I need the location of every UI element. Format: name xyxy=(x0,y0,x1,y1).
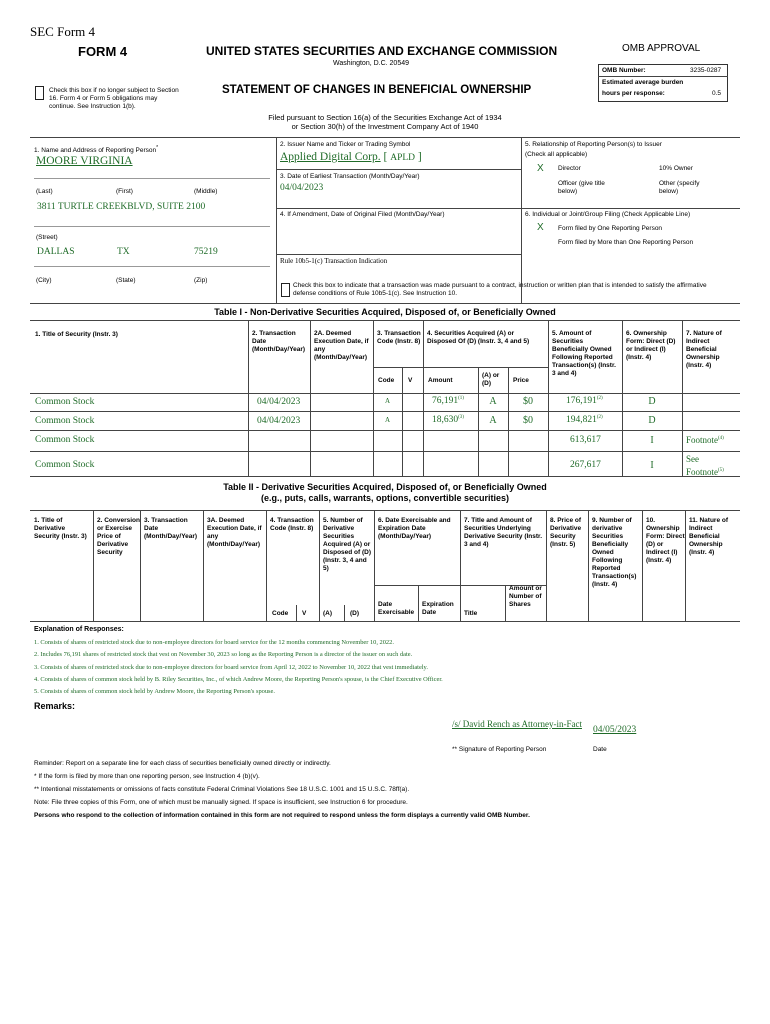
commission-city: Washington, D.C. 20549 xyxy=(333,60,410,67)
t1-r2-price: $0 xyxy=(523,415,533,426)
t1-r4-form: I xyxy=(650,460,654,471)
t1-v-header: V xyxy=(408,377,413,384)
signature-label: ** Signature of Reporting Person xyxy=(452,746,547,753)
issuer-name-line: Applied Digital Corp. [ APLD ] xyxy=(280,151,422,163)
city-label: (City) xyxy=(36,277,52,284)
last-name-label: (Last) xyxy=(36,188,53,195)
t1-r1-ad: A xyxy=(489,396,497,407)
omb-burden-label: Estimated average burden xyxy=(602,79,684,86)
t2-d-header: (D) xyxy=(350,610,360,617)
rule-10b5-text: Check this box to indicate that a transaction was made pursuant to a contract, instruction or written plan that is intended to satisfy the affirmative defense conditions of Rule 10b5-1(c). See Instruction 10. xyxy=(293,282,707,297)
amendment-date-label: 4. If Amendment, Date of Original Filed (Month/Day/Year) xyxy=(280,211,445,218)
t2-h7: 7. Title and Amount of Securities Underlying Derivative Security (Instr. 3 and 4) xyxy=(464,517,543,548)
street-label: (Street) xyxy=(36,234,58,241)
t1-r3-title: Common Stock xyxy=(35,435,95,445)
t2-h3a: 3A. Deemed Execution Date, if any (Month/Day/Year) xyxy=(207,517,262,548)
t1-h2a: 2A. Deemed Execution Date, if any (Month/Day/Year) xyxy=(314,330,369,361)
relationship-label: 5. Relationship of Reporting Person(s) to Issuer xyxy=(525,141,662,148)
t2-h8: 8. Price of Derivative Security (Instr. 5) xyxy=(550,517,582,548)
t2-h3: 3. Transaction Date (Month/Day/Year) xyxy=(144,517,198,540)
middle-name-label: (Middle) xyxy=(194,188,218,195)
footnote-3: 3. Consists of shares of restricted stock due to non-employee directors for board service from April 12, 2022 to November 10, 2022 that vest immediately. xyxy=(34,664,428,671)
t1-r2-form: D xyxy=(648,415,656,426)
earliest-transaction-label: 3. Date of Earliest Transaction (Month/Day/Year) xyxy=(280,173,420,180)
omb-number-label: OMB Number: xyxy=(602,67,646,74)
signature xyxy=(452,719,582,730)
signature-link[interactable]: /s/ David Rench as Attorney-in-Fact xyxy=(452,719,582,729)
footnote-5: 5. Consists of shares of common stock held by Andrew Moore, the Reporting Person's spouse. xyxy=(34,688,275,695)
first-name-label: (First) xyxy=(116,188,133,195)
t2-h5: 5. Number of Derivative Securities Acquired (A) or Disposed of (D) (Instr. 3, 4 and 5) xyxy=(323,517,372,572)
signature-date xyxy=(593,725,636,735)
state-value: TX xyxy=(117,247,130,257)
reporting-person-label: 1. Name and Address of Reporting Person* xyxy=(34,145,159,155)
other-label: Other (specify below) xyxy=(659,180,700,195)
t2-h10: 10. Ownership Form: Direct (D) or Indirect (I) (Instr. 4) xyxy=(646,517,685,564)
no-longer-subject-checkbox[interactable] xyxy=(35,86,44,100)
earliest-transaction-date: 04/04/2023 xyxy=(280,183,324,193)
t1-r2-title: Common Stock xyxy=(35,416,95,426)
t1-h5: 5. Amount of Securities Beneficially Owned Following Reported Transaction(s) (Instr. 3 and 4) xyxy=(552,330,616,377)
omb-hours-value: 0.5 xyxy=(712,90,722,97)
t2-h2: 2. Conversion or Exercise Price of Derivative Security xyxy=(97,517,140,556)
t1-h2: 2. Transaction Date (Month/Day/Year) xyxy=(252,330,306,353)
t1-h1: 1. Title of Security (Instr. 3) xyxy=(35,331,118,338)
t1-r2-ad: A xyxy=(489,415,497,426)
t2-h1: 1. Title of Derivative Security (Instr. 3) xyxy=(34,517,87,540)
relationship-sub: (Check all applicable) xyxy=(525,151,588,158)
t1-r4-owned: 267,617 xyxy=(570,460,601,470)
t1-h6: 6. Ownership Form: Direct (D) or Indirect (I) (Instr. 4) xyxy=(626,330,676,361)
t1-r1-form: D xyxy=(648,396,656,407)
sec-form-label: SEC Form 4 xyxy=(30,24,96,39)
t1-r2-owned: 194,821$^{(2)}$ xyxy=(566,415,603,426)
t2-amount-header: Amount or Number of Shares xyxy=(509,585,542,608)
t2-a-header: (A) xyxy=(323,610,333,617)
t2-exp-header: Expiration Date xyxy=(422,601,454,616)
table1-title: Table I - Non-Derivative Securities Acquired, Disposed of, or Beneficially Owned xyxy=(214,307,556,317)
footnote-1: 1. Consists of shares of restricted stock due to non-employee directors for board service for the 12 months commencing November 10, 2022. xyxy=(34,639,394,646)
footnote-4: 4. Consists of shares of common stock held by B. Riley Securities, Inc., of which Andrew Moore, the Reporting Person's spouse, is the Chief Executive Officer. xyxy=(34,676,443,683)
t1-r1-owned: 176,191$^{(2)}$ xyxy=(566,396,603,407)
no-longer-subject-note: Check this box if no longer subject to Section 16. Form 4 or Form 5 obligations may continue. See Instruction 1(b). xyxy=(49,87,179,110)
filed-pursuant-line1: Filed pursuant to Section 16(a) of the Securities Exchange Act of 1934 xyxy=(268,113,502,122)
t1-code-header: Code xyxy=(378,377,395,384)
t1-amount-header: Amount xyxy=(428,377,453,384)
street-address: 3811 TURTLE CREEKBLVD, SUITE 2100 xyxy=(37,202,206,212)
director-label: Director xyxy=(558,165,581,172)
t1-r3-owned: 613,617 xyxy=(570,435,601,445)
one-person-label: Form filed by One Reporting Person xyxy=(558,225,663,232)
t1-r4-title: Common Stock xyxy=(35,460,95,470)
t1-r3-nature: Footnote$^{(4)}$ xyxy=(686,435,724,445)
t2-v-header: V xyxy=(302,610,307,617)
reporting-person-name[interactable] xyxy=(36,155,133,167)
issuer-ticker: APLD xyxy=(390,153,416,163)
filing-label: 6. Individual or Joint/Group Filing (Check Applicable Line) xyxy=(525,211,691,218)
state-label: (State) xyxy=(116,277,136,284)
t1-r2-code: A xyxy=(384,416,391,424)
footnote-2: 2. Includes 76,191 shares of restricted stock that vest on November 30, 2023 so long as the Reporting Person is a director of the issuer on such date. xyxy=(34,651,413,658)
omb-number-value: 3235-0287 xyxy=(690,67,722,74)
t2-h6: 6. Date Exercisable and Expiration Date (Month/Day/Year) xyxy=(378,517,451,540)
remarks-title: Remarks: xyxy=(34,701,76,711)
t1-r2-date: 04/04/2023 xyxy=(257,416,301,426)
footer-note: Note: File three copies of this Form, one of which must be manually signed. If space is insufficient, see Instruction 6 for procedure. xyxy=(34,799,408,806)
ten-pct-owner-label: 10% Owner xyxy=(659,165,693,172)
t2-h11: 11. Nature of Indirect Beneficial Ownership (Instr. 4) xyxy=(689,517,729,556)
rule-10b5-label: Rule 10b5-1(c) Transaction Indication xyxy=(280,257,388,265)
t1-r3-form: I xyxy=(650,435,654,446)
t1-r1-price: $0 xyxy=(523,396,533,407)
t1-ad-header: (A) or (D) xyxy=(482,372,500,387)
officer-label: Officer (give title below) xyxy=(558,180,605,195)
footer-multiple-persons: * If the form is filed by more than one reporting person, see Instruction 4 (b)(v). xyxy=(34,773,260,780)
t1-price-header: Price xyxy=(513,377,529,384)
omb-hours-label: hours per response: xyxy=(602,90,665,97)
t1-r1-date: 04/04/2023 xyxy=(257,397,301,407)
form-number: FORM 4 xyxy=(78,44,128,59)
t2-date-ex-header: Date Exercisable xyxy=(378,601,415,616)
date-label: Date xyxy=(593,746,607,753)
t2-code-header: Code xyxy=(272,610,289,617)
signature-date-link[interactable]: 04/05/2023 xyxy=(593,725,637,735)
t1-h3: 3. Transaction Code (Instr. 8) xyxy=(377,330,421,345)
reporting-person-link[interactable]: MOORE VIRGINIA xyxy=(36,155,133,167)
t2-h4: 4. Transaction Code (Instr. 8) xyxy=(270,517,314,532)
statement-title: STATEMENT OF CHANGES IN BENEFICIAL OWNERSHIP xyxy=(222,84,532,96)
t1-h4: 4. Securities Acquired (A) or Disposed Of (D) (Instr. 3, 4 and 5) xyxy=(427,330,530,345)
footer-omb-notice: Persons who respond to the collection of information contained in this form are not required to respond unless the form displays a currently valid OMB Number. xyxy=(34,812,530,819)
t2-title-header: Title xyxy=(464,610,478,617)
zip-label: (Zip) xyxy=(194,277,208,284)
t1-r1-title: Common Stock xyxy=(35,397,95,407)
director-check[interactable]: X xyxy=(537,163,544,174)
t1-r1-code: A xyxy=(384,397,391,405)
t1-r1-amount: 76,191$^{(1)}$ xyxy=(432,396,464,407)
one-person-check[interactable]: X xyxy=(537,222,544,233)
table2-title: Table II - Derivative Securities Acquired, Disposed of, or Beneficially Owned xyxy=(223,482,547,492)
t1-r4-nature: See Footnote$^{(5)}$ xyxy=(686,454,724,477)
explanation-title: Explanation of Responses: xyxy=(34,626,124,633)
t2-h9: 9. Number of derivative Securities Beneficially Owned Following Reported Transaction(s) (Instr. 4) xyxy=(592,517,637,588)
more-persons-label: Form filed by More than One Reporting Person xyxy=(558,239,694,246)
t1-r2-amount: 18,630$^{(3)}$ xyxy=(432,415,464,426)
footer-reminder: Reminder: Report on a separate line for each class of securities beneficially owned directly or indirectly. xyxy=(34,760,331,767)
omb-approval-title: OMB APPROVAL xyxy=(622,43,701,54)
table2-subtitle: (e.g., puts, calls, warrants, options, convertible securities) xyxy=(260,493,510,503)
footer-misstatements: ** Intentional misstatements or omissions of facts constitute Federal Criminal Violations See 18 U.S.C. 1001 and 15 U.S.C. 78ff(a). xyxy=(34,786,410,793)
city-value: DALLAS xyxy=(37,247,75,257)
issuer-name-link[interactable]: Applied Digital Corp. xyxy=(280,151,381,163)
issuer-label: 2. Issuer Name and Ticker or Trading Symbol xyxy=(280,141,411,148)
filed-pursuant-line2: or Section 30(h) of the Investment Company Act of 1940 xyxy=(291,122,479,131)
t1-h7: 7. Nature of Indirect Beneficial Ownership (Instr. 4) xyxy=(686,330,722,369)
zip-value: 75219 xyxy=(194,247,218,257)
commission-title: UNITED STATES SECURITIES AND EXCHANGE COMMISSION xyxy=(206,44,558,58)
rule-10b5-checkbox[interactable] xyxy=(281,283,290,297)
